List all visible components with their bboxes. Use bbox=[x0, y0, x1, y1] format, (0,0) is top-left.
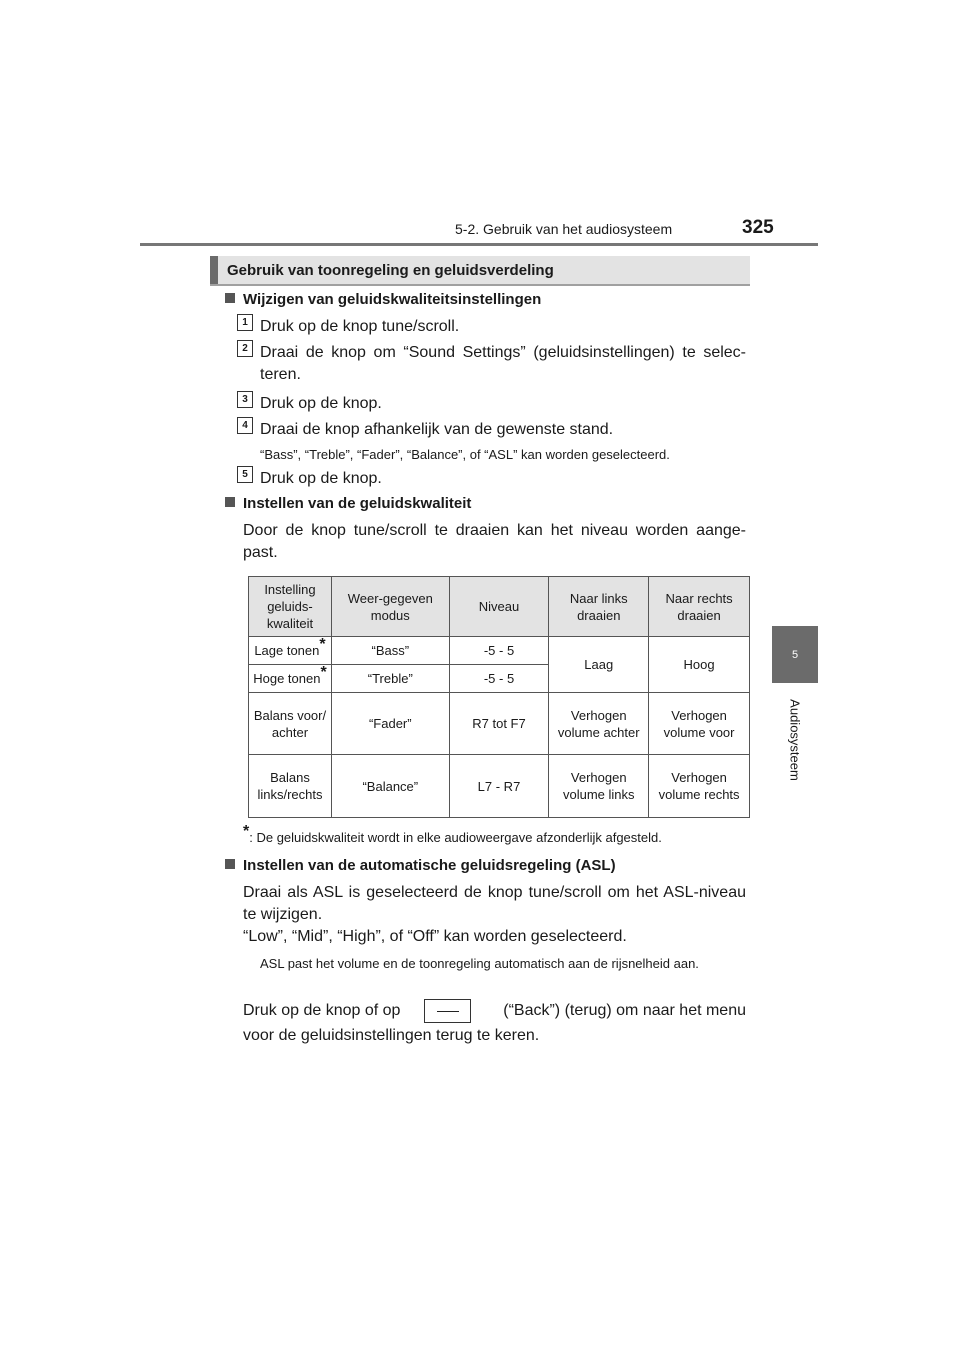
chapter-tab-number: 5 bbox=[772, 626, 818, 683]
step-1-text: Druk op de knop tune/scroll. bbox=[260, 318, 460, 335]
table-row bbox=[249, 693, 750, 755]
back-button-symbol bbox=[424, 999, 471, 1023]
table-cell-mode: “Bass” bbox=[331, 637, 449, 665]
chapter-tab-label bbox=[772, 690, 818, 790]
table-cell-mode: “Fader” bbox=[331, 693, 449, 755]
section-title-marker bbox=[210, 256, 218, 284]
table-header-cell: Weer-gegeven modus bbox=[331, 577, 449, 637]
subheading-sound-quality-settings: Wijzigen van geluidskwaliteitsinstellingen bbox=[225, 291, 541, 308]
subheading-adjust-sound-quality: Instellen van de geluidskwaliteit bbox=[225, 495, 471, 512]
table-cell-level: R7 tot F7 bbox=[449, 693, 549, 755]
table-header-cell: Naar rechts draaien bbox=[649, 577, 750, 637]
table-row bbox=[249, 755, 750, 818]
running-header-section: 5-2. Gebruik van het audiosysteem bbox=[455, 221, 673, 237]
table-cell-left: Verhogen volume achter bbox=[549, 693, 649, 755]
step-3-text: Druk op de knop. bbox=[260, 395, 382, 412]
table-row bbox=[249, 637, 750, 665]
step-number-5: 5 bbox=[237, 466, 253, 483]
table-cell-right: Verhogen volume rechts bbox=[649, 755, 750, 818]
table-cell-level: -5 - 5 bbox=[449, 665, 549, 693]
table-footnote: *: De geluidskwaliteit wordt in elke audioweergave afzonderlijk afgesteld. bbox=[243, 823, 662, 845]
page-number: 325 bbox=[742, 217, 774, 238]
asl-note: ASL past het volume en de toonregeling automatisch aan de rijsnelheid aan. bbox=[260, 956, 699, 971]
table-header-cell: Niveau bbox=[449, 577, 549, 637]
step-number-3: 3 bbox=[237, 391, 253, 408]
step-5-text: Druk op de knop. bbox=[260, 470, 382, 487]
table-cell-level: L7 - R7 bbox=[449, 755, 549, 818]
subheading-asl: Instellen van de automatische geluidsregeling (ASL) bbox=[225, 857, 616, 874]
step-2-text: Draai de knop om “Sound Settings” (geluidsinstellingen) te selec-teren. bbox=[260, 344, 746, 383]
table-cell-level: -5 - 5 bbox=[449, 637, 549, 665]
step-4-text: Draai de knop afhankelijk van de gewenste stand. bbox=[260, 421, 614, 438]
table-cell-setting: Lage tonen* bbox=[249, 637, 332, 665]
chapter-tab-text: Audiosysteem bbox=[787, 699, 803, 781]
back-instruction-line2: voor de geluidsinstellingen terug te keren. bbox=[243, 1027, 540, 1044]
square-bullet-icon bbox=[225, 293, 235, 303]
square-bullet-icon bbox=[225, 497, 235, 507]
step-number-4: 4 bbox=[237, 417, 253, 434]
step-number-1: 1 bbox=[237, 314, 253, 331]
table-cell-setting: Balans voor/ achter bbox=[249, 693, 332, 755]
back-dash-icon bbox=[437, 1011, 459, 1012]
table-cell-right: Hoog bbox=[649, 637, 750, 693]
step-4-note: “Bass”, “Treble”, “Fader”, “Balance”, of “ASL” kan worden geselecteerd. bbox=[260, 447, 670, 462]
footnote-star: * bbox=[320, 664, 327, 681]
table-header-cell: Instelling geluids-kwaliteit bbox=[249, 577, 332, 637]
table-header-row bbox=[249, 577, 750, 637]
table-header-cell: Naar links draaien bbox=[549, 577, 649, 637]
table-cell-setting: Hoge tonen* bbox=[249, 665, 332, 693]
footnote-star: * bbox=[243, 823, 250, 840]
table-cell-left: Laag bbox=[549, 637, 649, 693]
table-cell-right: Verhogen volume voor bbox=[649, 693, 750, 755]
section-title-bar bbox=[210, 256, 750, 286]
asl-text: Draai als ASL is geselecteerd de knop tune/scroll om het ASL-niveau te wijzigen. bbox=[243, 884, 746, 923]
adjust-sound-quality-text: Door de knop tune/scroll te draaien kan het niveau worden aange-past. bbox=[243, 522, 746, 561]
table-cell-mode: “Treble” bbox=[331, 665, 449, 693]
sound-quality-table bbox=[248, 576, 750, 818]
back-instruction-end: (“Back”) (terug) om naar het menu bbox=[503, 1002, 746, 1019]
table-cell-setting: Balans links/rechts bbox=[249, 755, 332, 818]
square-bullet-icon bbox=[225, 859, 235, 869]
back-instruction-start: Druk op de knop of op bbox=[243, 1002, 401, 1019]
footnote-star: * bbox=[319, 636, 326, 653]
step-number-2: 2 bbox=[237, 340, 253, 357]
asl-options-text: “Low”, “Mid”, “High”, of “Off” kan worden geselecteerd. bbox=[243, 928, 627, 945]
table-cell-left: Verhogen volume links bbox=[549, 755, 649, 818]
header-divider bbox=[140, 243, 818, 246]
section-title: Gebruik van toonregeling en geluidsverdeling bbox=[227, 261, 554, 279]
table-cell-mode: “Balance” bbox=[331, 755, 449, 818]
